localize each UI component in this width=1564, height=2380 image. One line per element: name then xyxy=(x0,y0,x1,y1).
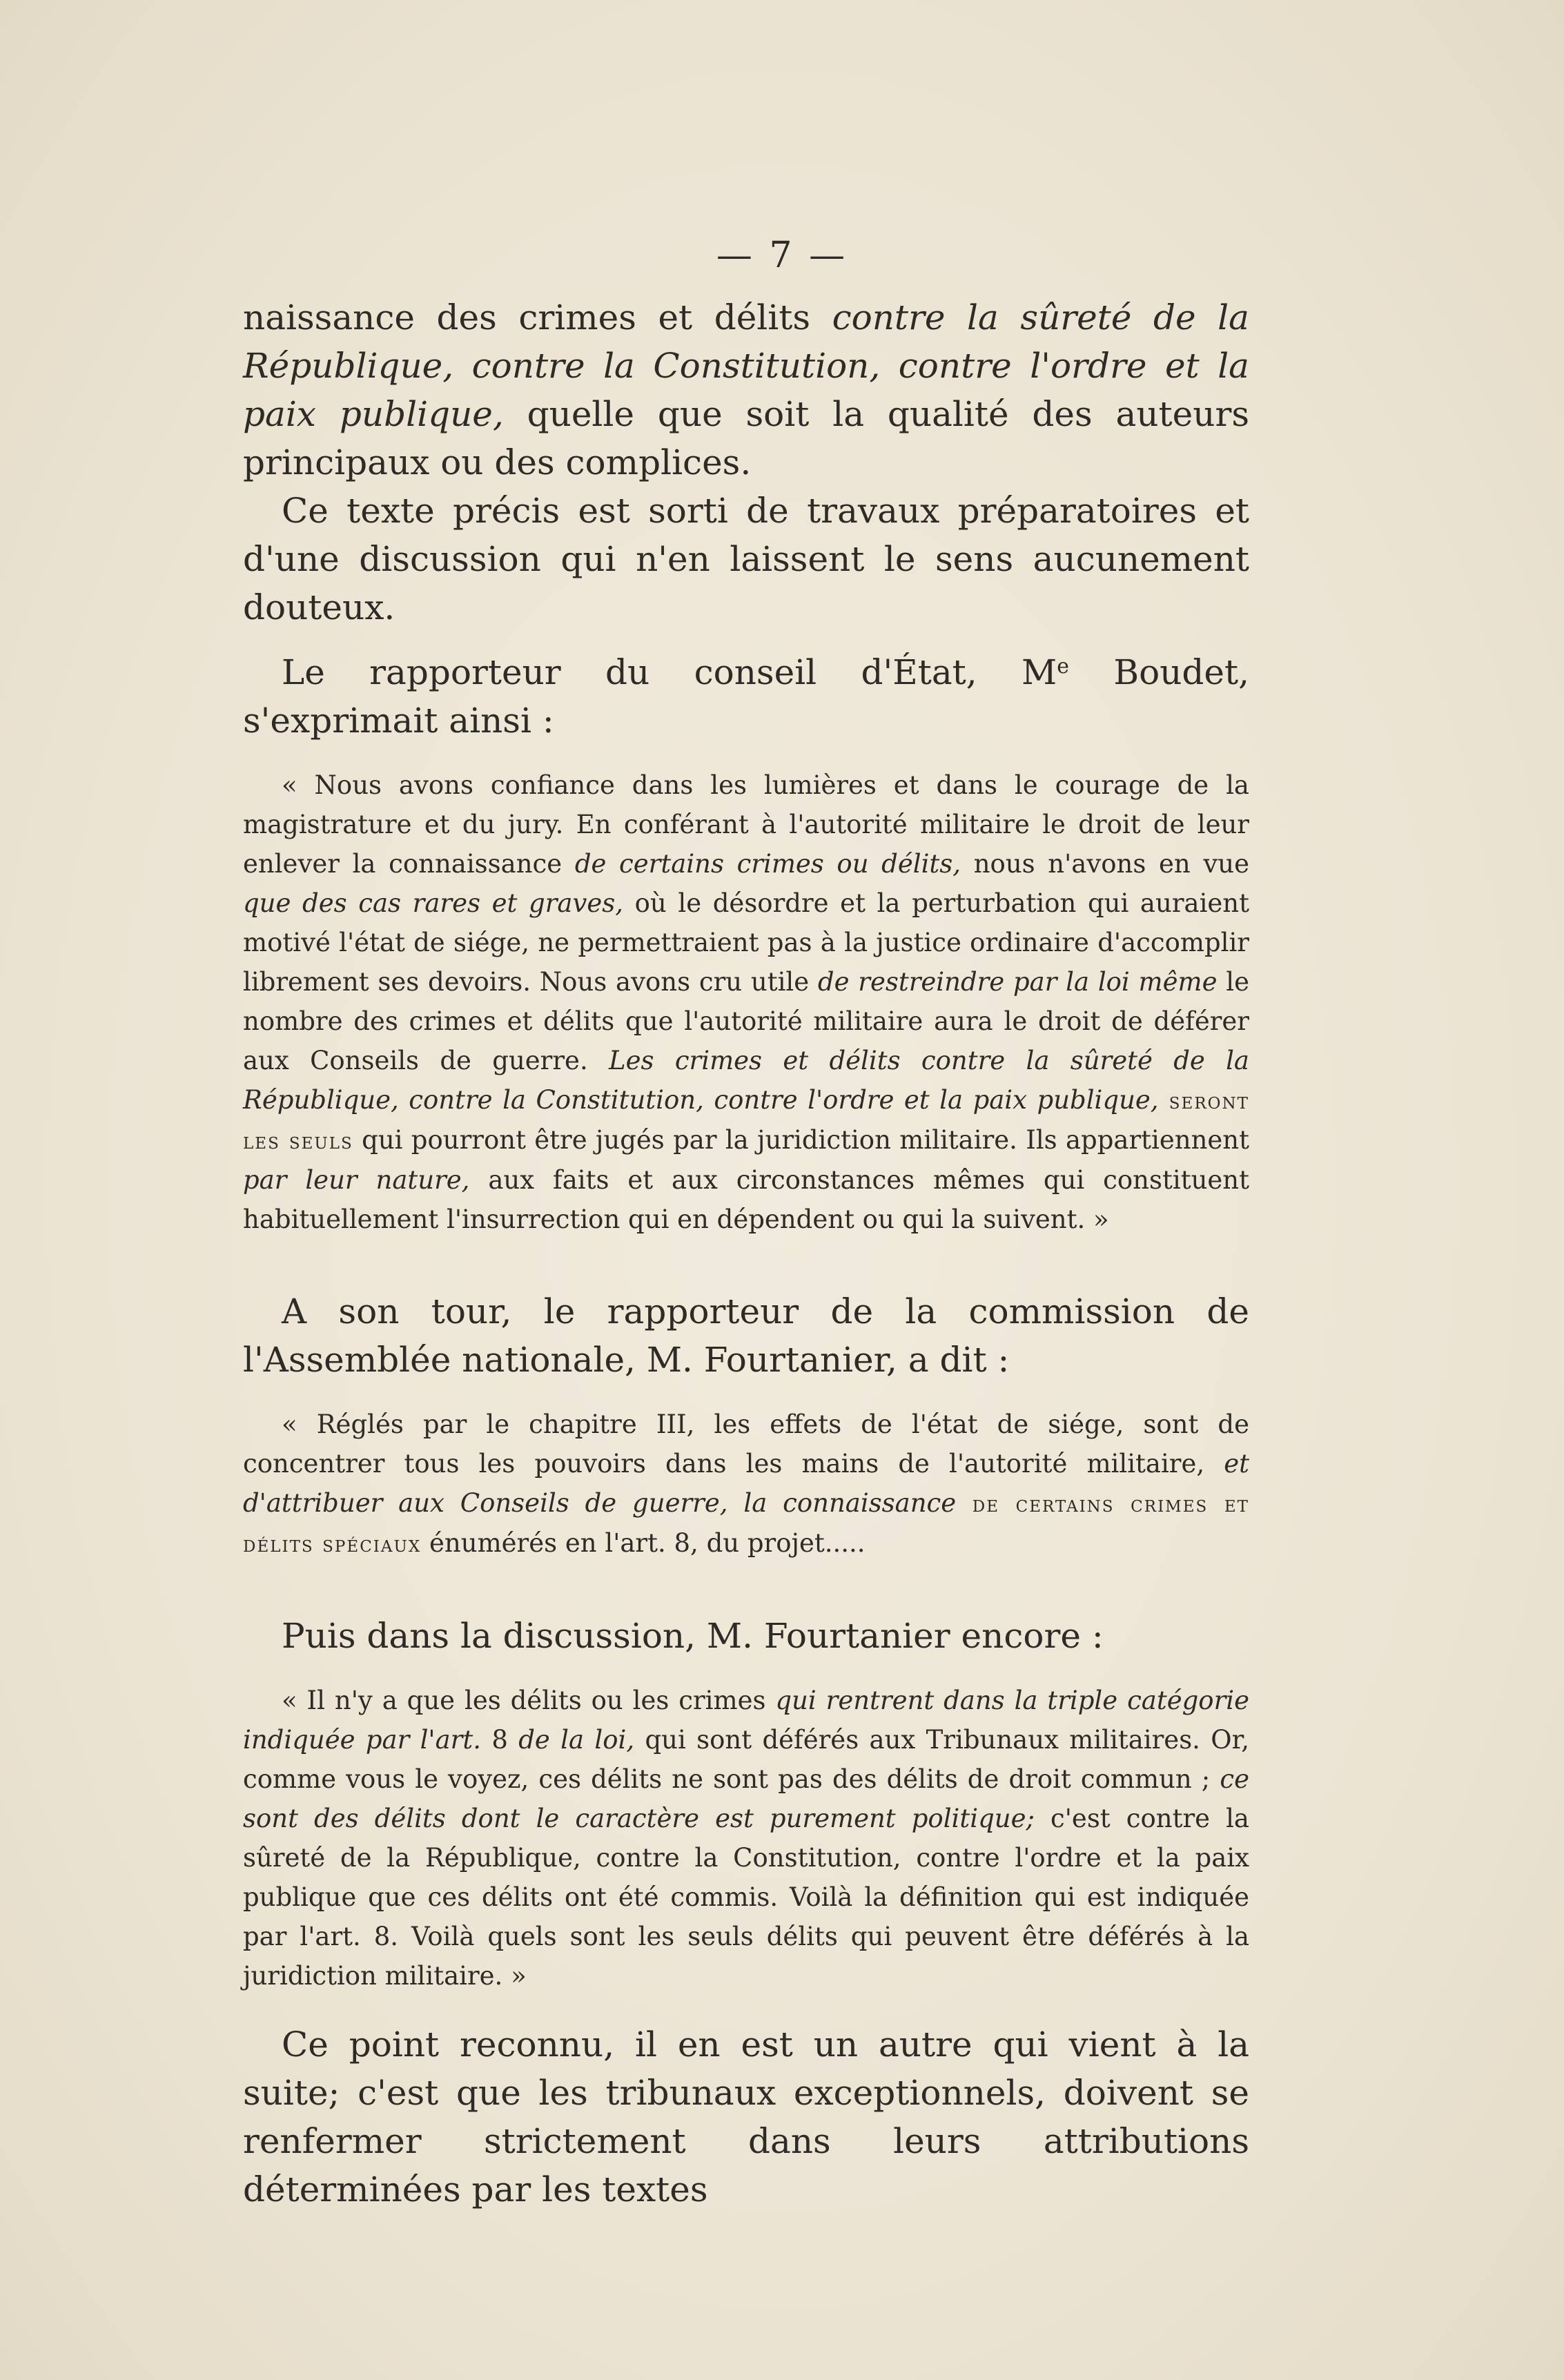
italic-run: et d'attribuer aux Conseils de guerre, la connaissance xyxy=(243,1449,1249,1518)
italic-run: contre la sûreté de la République, contre la Constitution, contre l'ordre et la paix publique, xyxy=(243,298,1249,434)
paragraph-6: Ce point reconnu, il en est un autre qui vient à la suite; c'est que les tribunaux exceptionnels, doivent se renfermer strictement dans leurs attributions déterminées par les textes xyxy=(243,2025,1249,2210)
text-run: c'est contre la sûreté de la République, contre la Constitution, contre l'ordre et la paix publique que ces délits ont été commis. Voilà la définition qui est indiquée par l'art. 8. Voilà quels sont les seuls délits qui peuvent être déférés à la juridiction militaire. » xyxy=(243,1804,1249,1991)
text-run: Boudet, s'exprimait ainsi : xyxy=(243,652,1249,741)
italic-run: par leur nature, xyxy=(243,1165,470,1195)
small-caps-run: seront les seuls xyxy=(243,1087,1249,1154)
quotation-3 xyxy=(243,1681,1249,1996)
italic-run: Les crimes et délits contre la sûreté de la République, contre la Constitution, contre l'ordre et la paix publique, xyxy=(243,1046,1249,1115)
paragraph-5: Puis dans la discussion, M. Fourtanier encore : xyxy=(282,1616,1104,1656)
text-run: « Il n'y a que les délits ou les crimes xyxy=(282,1686,776,1715)
italic-run: qui rentrent dans la triple catégorie indiquée par l'art. xyxy=(243,1686,1249,1755)
text-run: qui pourront être jugés par la juridiction militaire. Ils appartiennent xyxy=(353,1125,1249,1155)
superscript: e xyxy=(1057,654,1069,679)
italic-run: de restreindre par la loi même xyxy=(817,967,1218,997)
italic-run: ce sont des délits dont le caractère est purement politique; xyxy=(243,1764,1249,1833)
text-run: Le rapporteur du conseil d'État, M xyxy=(282,652,1057,692)
text-run: quelle que soit la qualité des auteurs principaux ou des complices. xyxy=(243,394,1250,482)
paragraph-4: A son tour, le rapporteur de la commission de l'Assemblée nationale, M. Fourtanier, a dit : xyxy=(243,1291,1249,1380)
quotation-1 xyxy=(243,765,1249,1239)
text-run: aux faits et aux circonstances mêmes qui constituent habituellement l'insurrection qui en dépendent ou qui la suivent. » xyxy=(243,1165,1249,1234)
text-run: qui sont déférés aux Tribunaux militaires. Or, comme vous le voyez, ces délits ne sont pas des délits de droit commun ; xyxy=(243,1725,1250,1794)
text-run: naissance des crimes et délits xyxy=(243,298,832,338)
text-run: nous n'avons en vue xyxy=(961,849,1249,879)
page-body xyxy=(243,293,1249,2214)
text-run: « Réglés par le chapitre III, les effets de l'état de siége, sont de concentrer tous les pouvoirs dans les mains de l'autorité militaire, xyxy=(243,1410,1249,1479)
text-run: « Nous avons confiance dans les lumières et dans le courage de la magistrature et du jury. En conférant à l'autorité militaire le droit de leur enlever la connaissance xyxy=(243,770,1249,879)
italic-run: de certains crimes ou délits, xyxy=(574,849,961,879)
quotation-2 xyxy=(243,1405,1249,1563)
text-run: où le désordre et la perturbation qui auraient motivé l'état de siége, ne permettraient pas à la justice ordinaire d'accomplir librement ses devoirs. Nous avons cru utile xyxy=(243,888,1249,997)
italic-run: de la loi, xyxy=(518,1725,635,1755)
small-caps-run: de certains crimes et délits spéciaux xyxy=(243,1490,1249,1557)
text-run: énumérés en l'art. 8, du projet..... xyxy=(421,1528,866,1558)
paragraph-1 xyxy=(243,293,1249,487)
text-run: le nombre des crimes et délits que l'autorité militaire aura le droit de déférer aux Conseils de guerre. xyxy=(243,967,1249,1075)
page-number: — 7 — xyxy=(716,235,848,276)
italic-run: que des cas rares et graves, xyxy=(243,888,623,918)
text-run: 8 xyxy=(481,1725,519,1755)
paragraph-3 xyxy=(243,648,1249,745)
paragraph-2: Ce texte précis est sorti de travaux préparatoires et d'une discussion qui n'en laissent le sens aucunement douteux. xyxy=(243,491,1249,627)
